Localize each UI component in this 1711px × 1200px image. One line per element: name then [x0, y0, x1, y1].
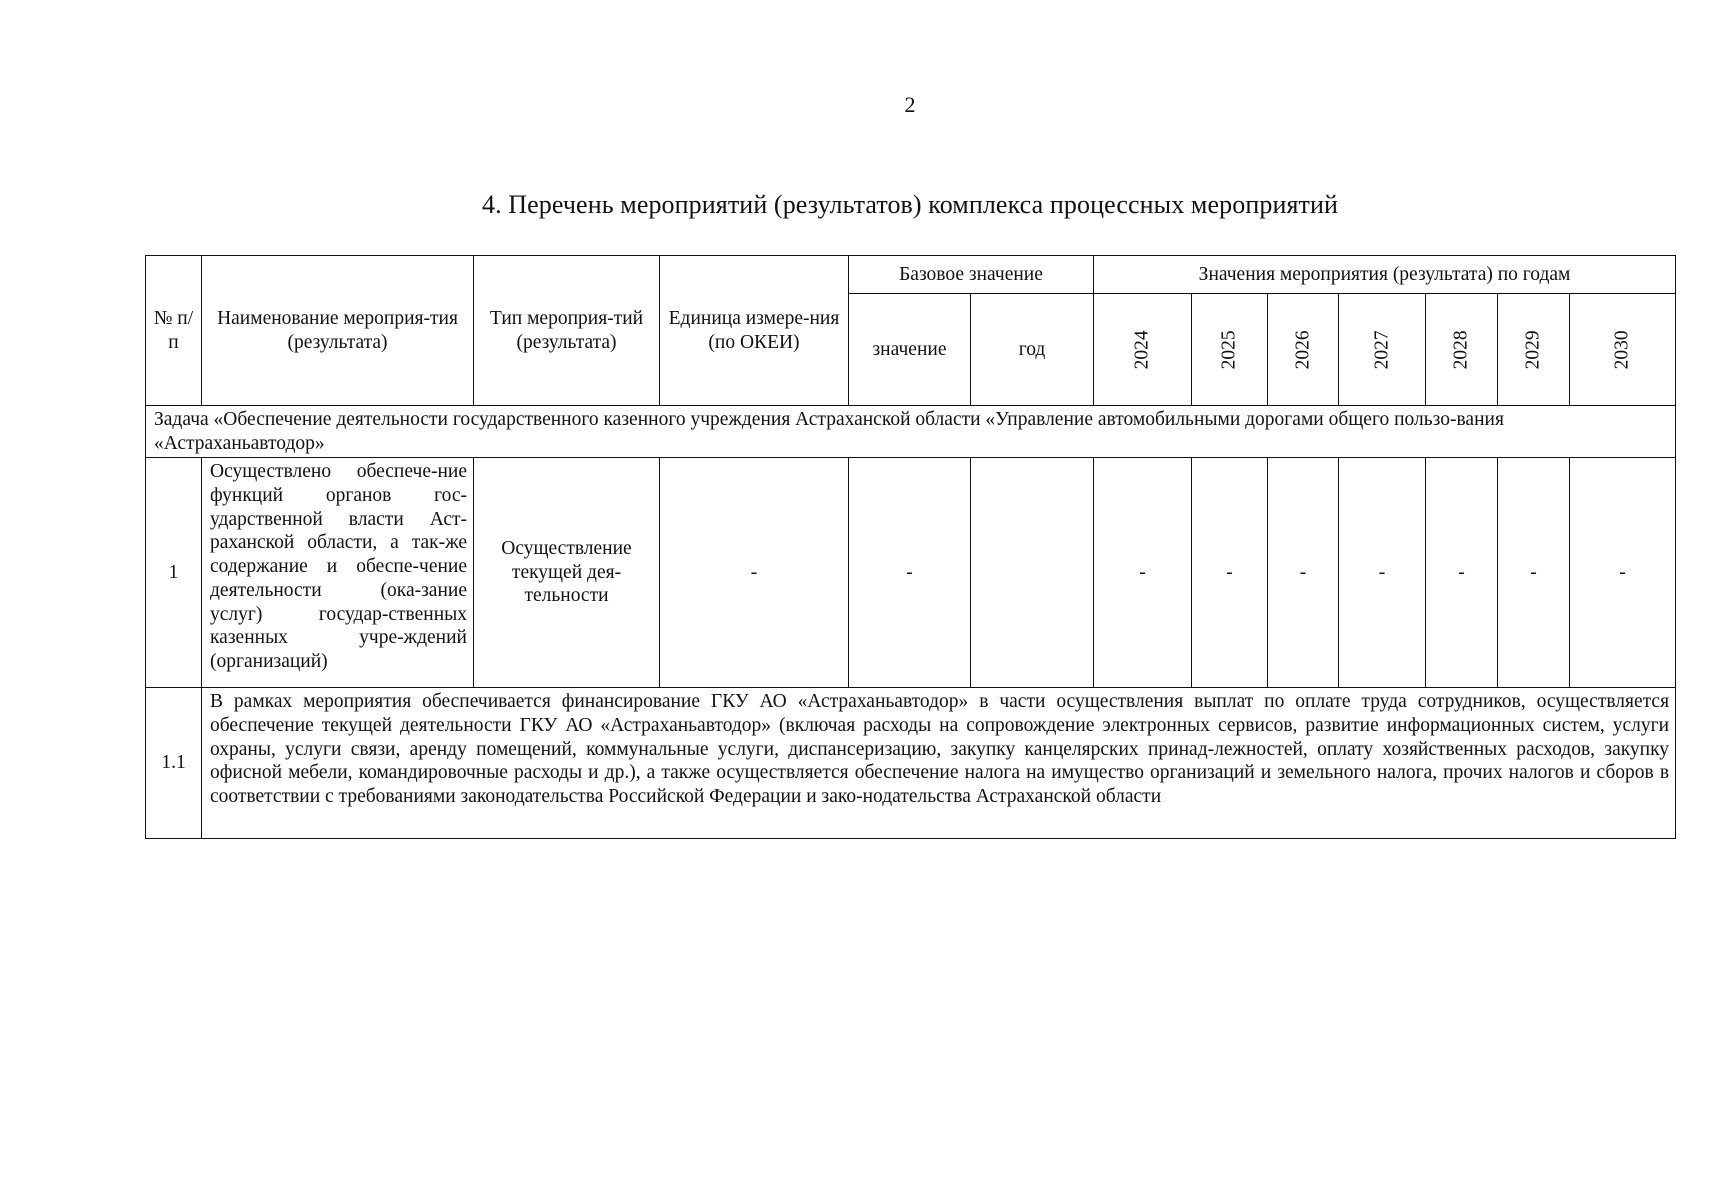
header-year-2030	[1570, 294, 1676, 406]
page-title: 4. Перечень мероприятий (результатов) комплекса процессных мероприятий	[481, 190, 1339, 219]
task-description: Задача «Обеспечение деятельности государственного казенного учреждения Астраханской области «Управление автомобильными дорогами общего пользо-вания «Астраханьавтодор»	[146, 406, 1676, 458]
year-label: 2028	[1450, 330, 1472, 369]
row-value-2025: -	[1192, 458, 1268, 688]
year-label: 2029	[1522, 330, 1544, 369]
header-number: № п/п	[146, 256, 202, 406]
page-number: 2	[904, 92, 916, 117]
row-value-2028: -	[1426, 458, 1498, 688]
table-subrow	[146, 688, 1676, 839]
header-year-2028	[1426, 294, 1498, 406]
measures-table	[145, 255, 1676, 839]
row-base-year	[971, 458, 1094, 688]
row-number: 1	[146, 458, 202, 688]
year-label: 2024	[1131, 330, 1153, 369]
row-value-2024: -	[1094, 458, 1192, 688]
header-base-value-group: Базовое значение	[849, 256, 1094, 294]
header-year-2024	[1094, 294, 1192, 406]
row-value-2027: -	[1339, 458, 1426, 688]
row-unit: -	[660, 458, 849, 688]
header-year-2029	[1498, 294, 1570, 406]
subrow-number: 1.1	[146, 688, 202, 839]
measures-table-container	[145, 255, 1675, 839]
header-years-group: Значения мероприятия (результата) по годам	[1094, 256, 1676, 294]
header-year-2025	[1192, 294, 1268, 406]
row-type: Осуществление текущей дея-тельности	[474, 458, 660, 688]
year-label: 2025	[1218, 330, 1240, 369]
header-base-year: год	[971, 294, 1094, 406]
year-label: 2030	[1611, 330, 1633, 369]
task-row	[146, 406, 1676, 458]
header-base-value: значение	[849, 294, 971, 406]
header-unit: Единица измере-ния (по ОКЕИ)	[660, 256, 849, 406]
year-label: 2026	[1292, 330, 1314, 369]
row-value-2026: -	[1268, 458, 1339, 688]
header-name: Наименование мероприя-тия (результата)	[202, 256, 474, 406]
header-year-2027	[1339, 294, 1426, 406]
header-year-2026	[1268, 294, 1339, 406]
table-row	[146, 458, 1676, 688]
row-base-value: -	[849, 458, 971, 688]
year-label: 2027	[1371, 330, 1393, 369]
table-header-row	[146, 256, 1676, 294]
subrow-description: В рамках мероприятия обеспечивается финансирование ГКУ АО «Астраханьавтодор» в части осуществления выплат по оплате труда сотрудников, осуществляется обеспечение текущей деятельности ГКУ АО «Астраханьавтодор» (включая расходы на сопровождение электронных сервисов, развитие информационных систем, услуги охраны, услуги связи, аренду помещений, коммунальные услуги, диспансеризацию, закупку канцелярских принад-лежностей, оплату хозяйственных расходов, закупку офисной мебели, командировочные расходы и др.), а также осуществляется обеспечение налога на имущество организаций и земельного налога, прочих налогов и сборов в соответствии с требованиями законодательства Российской Федерации и зако-нодательства Астраханской области	[202, 688, 1676, 839]
row-value-2029: -	[1498, 458, 1570, 688]
row-name: Осуществлено обеспече-ние функций органов гос-ударственной власти Аст-раханской области, а так-же содержание и обеспе-чение деятельности (ока-зание услуг) государ-ственных казенных учре-ждений (организаций)	[202, 458, 474, 688]
row-value-2030: -	[1570, 458, 1676, 688]
header-type: Тип мероприя-тий (результата)	[474, 256, 660, 406]
